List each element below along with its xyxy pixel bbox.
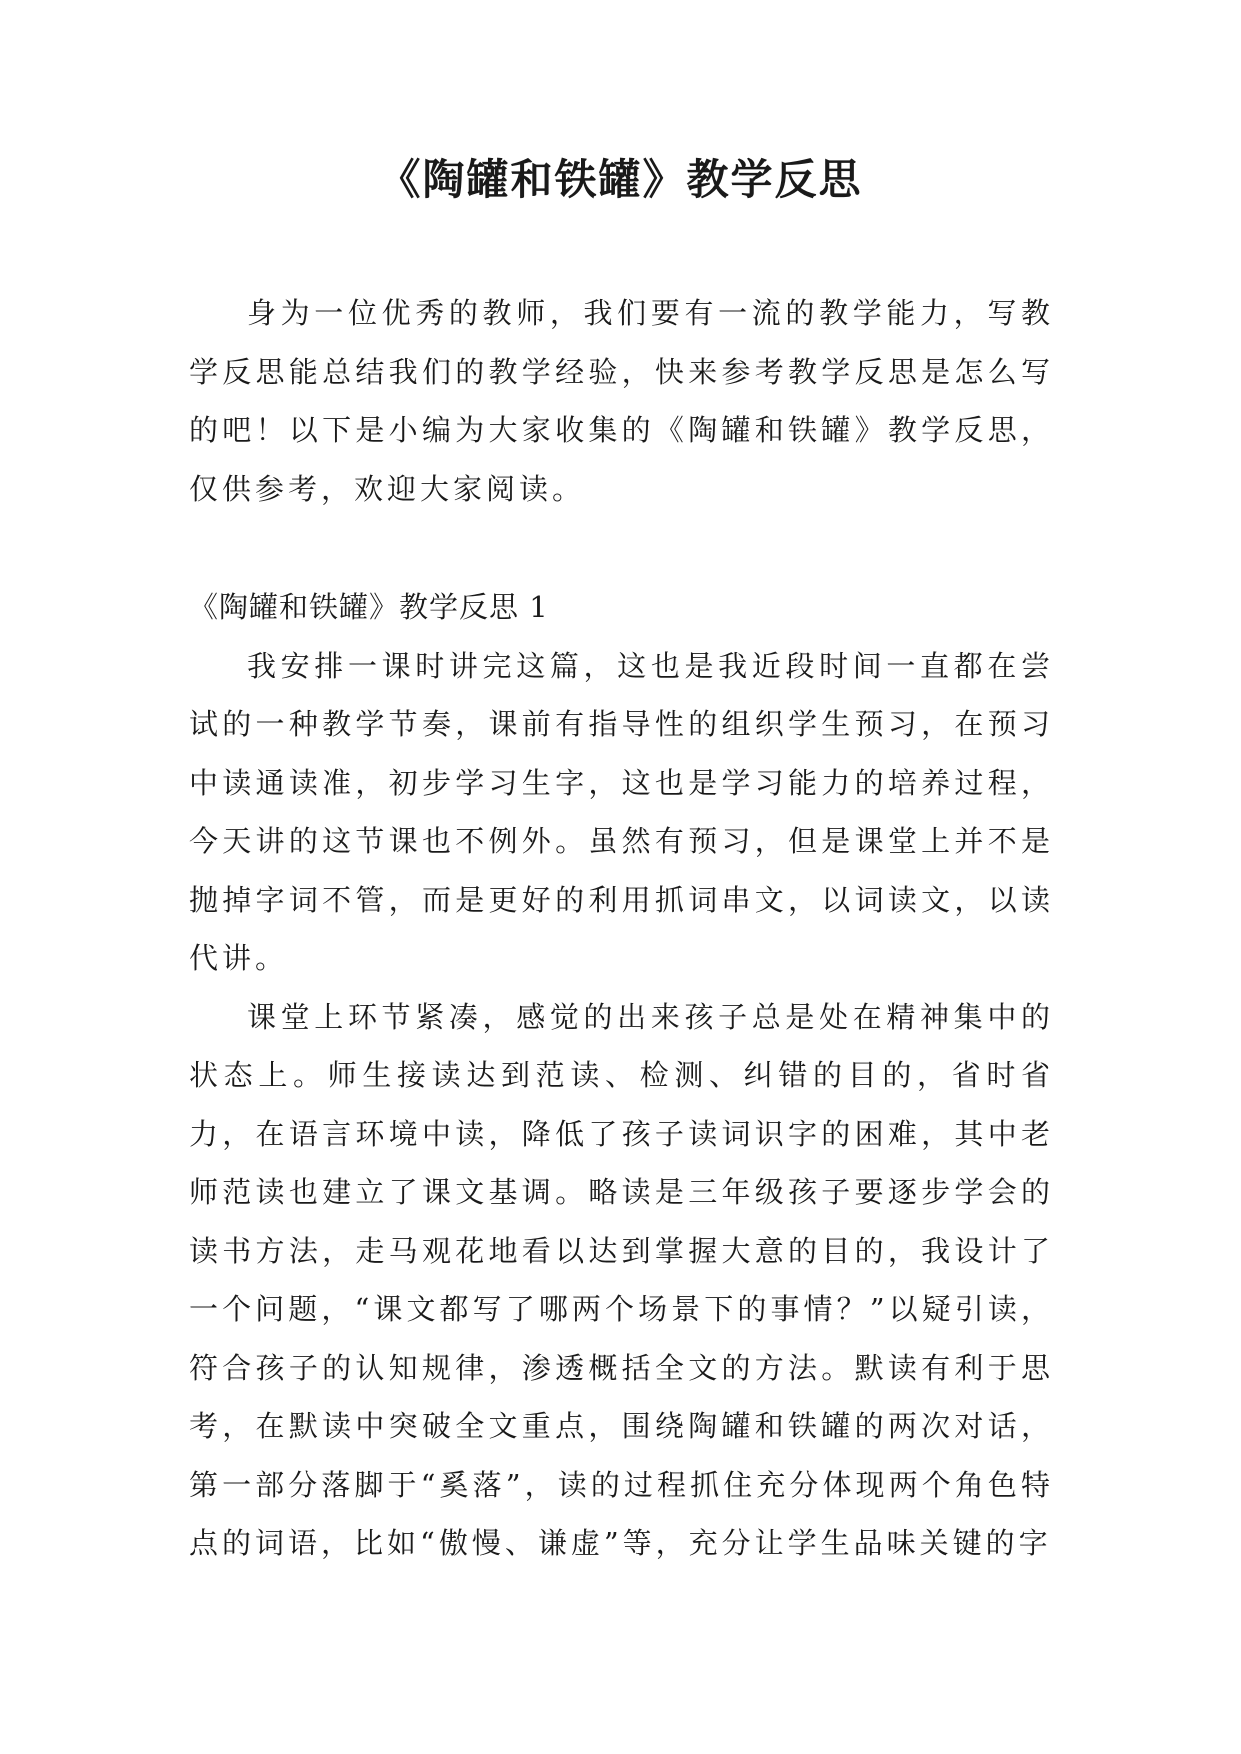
intro-section	[189, 284, 1054, 518]
section-paragraph-1: 我安排一课时讲完这篇，这也是我近段时间一直都在尝试的一种教学节奏，课前有指导性的组织学生预习，在预习中读通读准，初步学习生字，这也是学习能力的培养过程，今天讲的这节课也不例外。虽然有预习，但是课堂上并不是抛掉字词不管，而是更好的利用抓词串文，以词读文，以读代讲。	[189, 648, 1054, 975]
section-heading: 《陶罐和铁罐》教学反思 1	[189, 590, 549, 624]
document-title: 《陶罐和铁罐》教学反思	[378, 155, 863, 204]
section-1	[189, 578, 1054, 1573]
section-paragraph-2: 课堂上环节紧凑，感觉的出来孩子总是处在精神集中的状态上。师生接读达到范读、检测、纠错的目的，省时省力，在语言环境中读，降低了孩子读词识字的困难，其中老师范读也建立了课文基调。略读是三年级孩子要逐步学会的读书方法，走马观花地看以达到掌握大意的目的，我设计了一个问题，“课文都写了哪两个场景下的事情？”以疑引读，符合孩子的认知规律，渗透概括全文的方法。默读有利于思考，在默读中突破全文重点，围绕陶罐和铁罐的两次对话，第一部分落脚于“奚落”，读的过程抓住充分体现两个角色特点的词语，比如“傲慢、谦虚”等，充分让学生品味关键的字	[189, 999, 1054, 1560]
intro-paragraph: 身为一位优秀的教师，我们要有一流的教学能力，写教学反思能总结我们的教学经验，快来参考教学反思是怎么写的吧！以下是小编为大家收集的《陶罐和铁罐》教学反思，仅供参考，欢迎大家阅读。	[189, 296, 1054, 506]
